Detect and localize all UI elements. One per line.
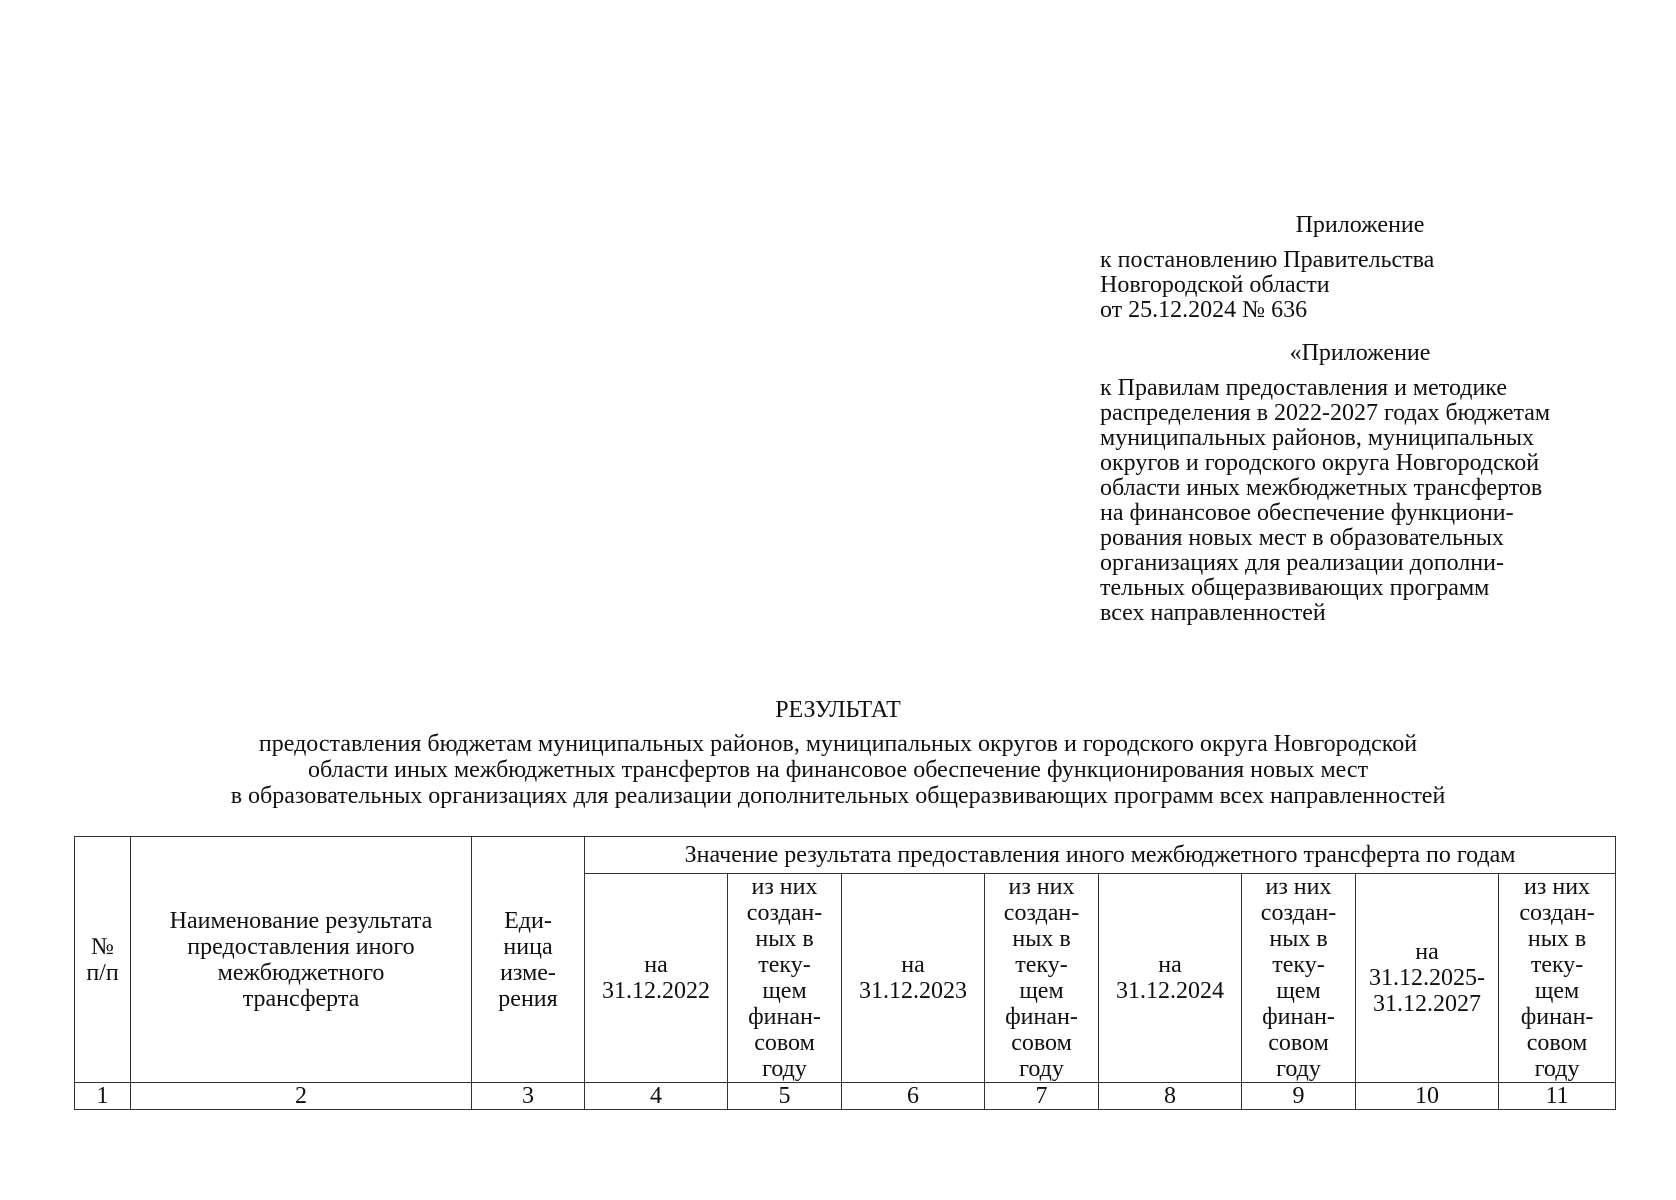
rules-line: тельных общеразвивающих программ [1100, 575, 1490, 601]
column-number: 3 [472, 1083, 585, 1110]
column-number: 6 [842, 1083, 985, 1110]
header-unit: Еди- ница изме- рения [472, 837, 585, 1083]
rules-line: распределения в 2022-2027 годах бюджетам [1100, 400, 1551, 426]
subtitle-line: области иных межбюджетных трансфертов на финансовое обеспечение функционирования новых мест [307, 757, 1369, 783]
rules-line: на финансовое обеспечение функциони- [1100, 500, 1514, 526]
document-subtitle [100, 731, 1576, 809]
column-number: 8 [1099, 1083, 1242, 1110]
document-title: РЕЗУЛЬТАТ [775, 697, 901, 723]
rules-line: округов и городского округа Новгородской [1100, 450, 1540, 476]
results-table [74, 836, 1616, 1110]
column-number: 10 [1356, 1083, 1499, 1110]
column-number: 2 [131, 1083, 472, 1110]
header-created-2022: из них создан- ных в теку- щем финан- совом году [728, 874, 842, 1083]
header-year-2022: на 31.12.2022 [585, 874, 728, 1083]
decree-line: Новгородской области [1100, 272, 1330, 298]
column-number: 4 [585, 1083, 728, 1110]
appendix-title: Приложение [1295, 212, 1425, 238]
subtitle-line: предоставления бюджетам муниципальных районов, муниципальных округов и городского округа Новгородской [258, 731, 1418, 757]
header-values-by-year: Значение результата предоставления иного межбюджетного трансферта по годам [585, 837, 1616, 874]
rules-line: к Правилам предоставления и методике [1100, 375, 1508, 401]
rules-line: организациях для реализации дополни- [1100, 550, 1504, 576]
column-number: 7 [985, 1083, 1099, 1110]
header-number: № п/п [75, 837, 131, 1083]
column-number: 11 [1499, 1083, 1616, 1110]
column-number: 9 [1242, 1083, 1356, 1110]
inner-appendix-title: «Приложение [1289, 340, 1431, 366]
decree-line: к постановлению Правительства [1100, 247, 1435, 273]
header-created-2023: из них создан- ных в теку- щем финан- совом году [985, 874, 1099, 1083]
header-result-name: Наименование результата предоставления иного межбюджетного трансферта [131, 837, 472, 1083]
subtitle-line: в образовательных организациях для реализации дополнительных общеразвивающих программ всех направленностей [230, 783, 1446, 809]
column-number-row [75, 1083, 1616, 1110]
rules-line: муниципальных районов, муниципальных [1100, 425, 1534, 451]
header-year-2023: на 31.12.2023 [842, 874, 985, 1083]
header-created-2024: из них создан- ных в теку- щем финан- совом году [1242, 874, 1356, 1083]
column-number: 1 [75, 1083, 131, 1110]
header-year-2024: на 31.12.2024 [1099, 874, 1242, 1083]
header-year-2025-2027: на 31.12.2025- 31.12.2027 [1356, 874, 1499, 1083]
rules-line: всех направленностей [1100, 600, 1326, 626]
rules-line: рования новых мест в образовательных [1100, 525, 1504, 551]
column-number: 5 [728, 1083, 842, 1110]
decree-line: от 25.12.2024 № 636 [1100, 297, 1308, 323]
appendix-block [1100, 213, 1620, 626]
rules-line: области иных межбюджетных трансфертов [1100, 475, 1543, 501]
header-created-2025-2027: из них создан- ных в теку- щем финан- совом году [1499, 874, 1616, 1083]
